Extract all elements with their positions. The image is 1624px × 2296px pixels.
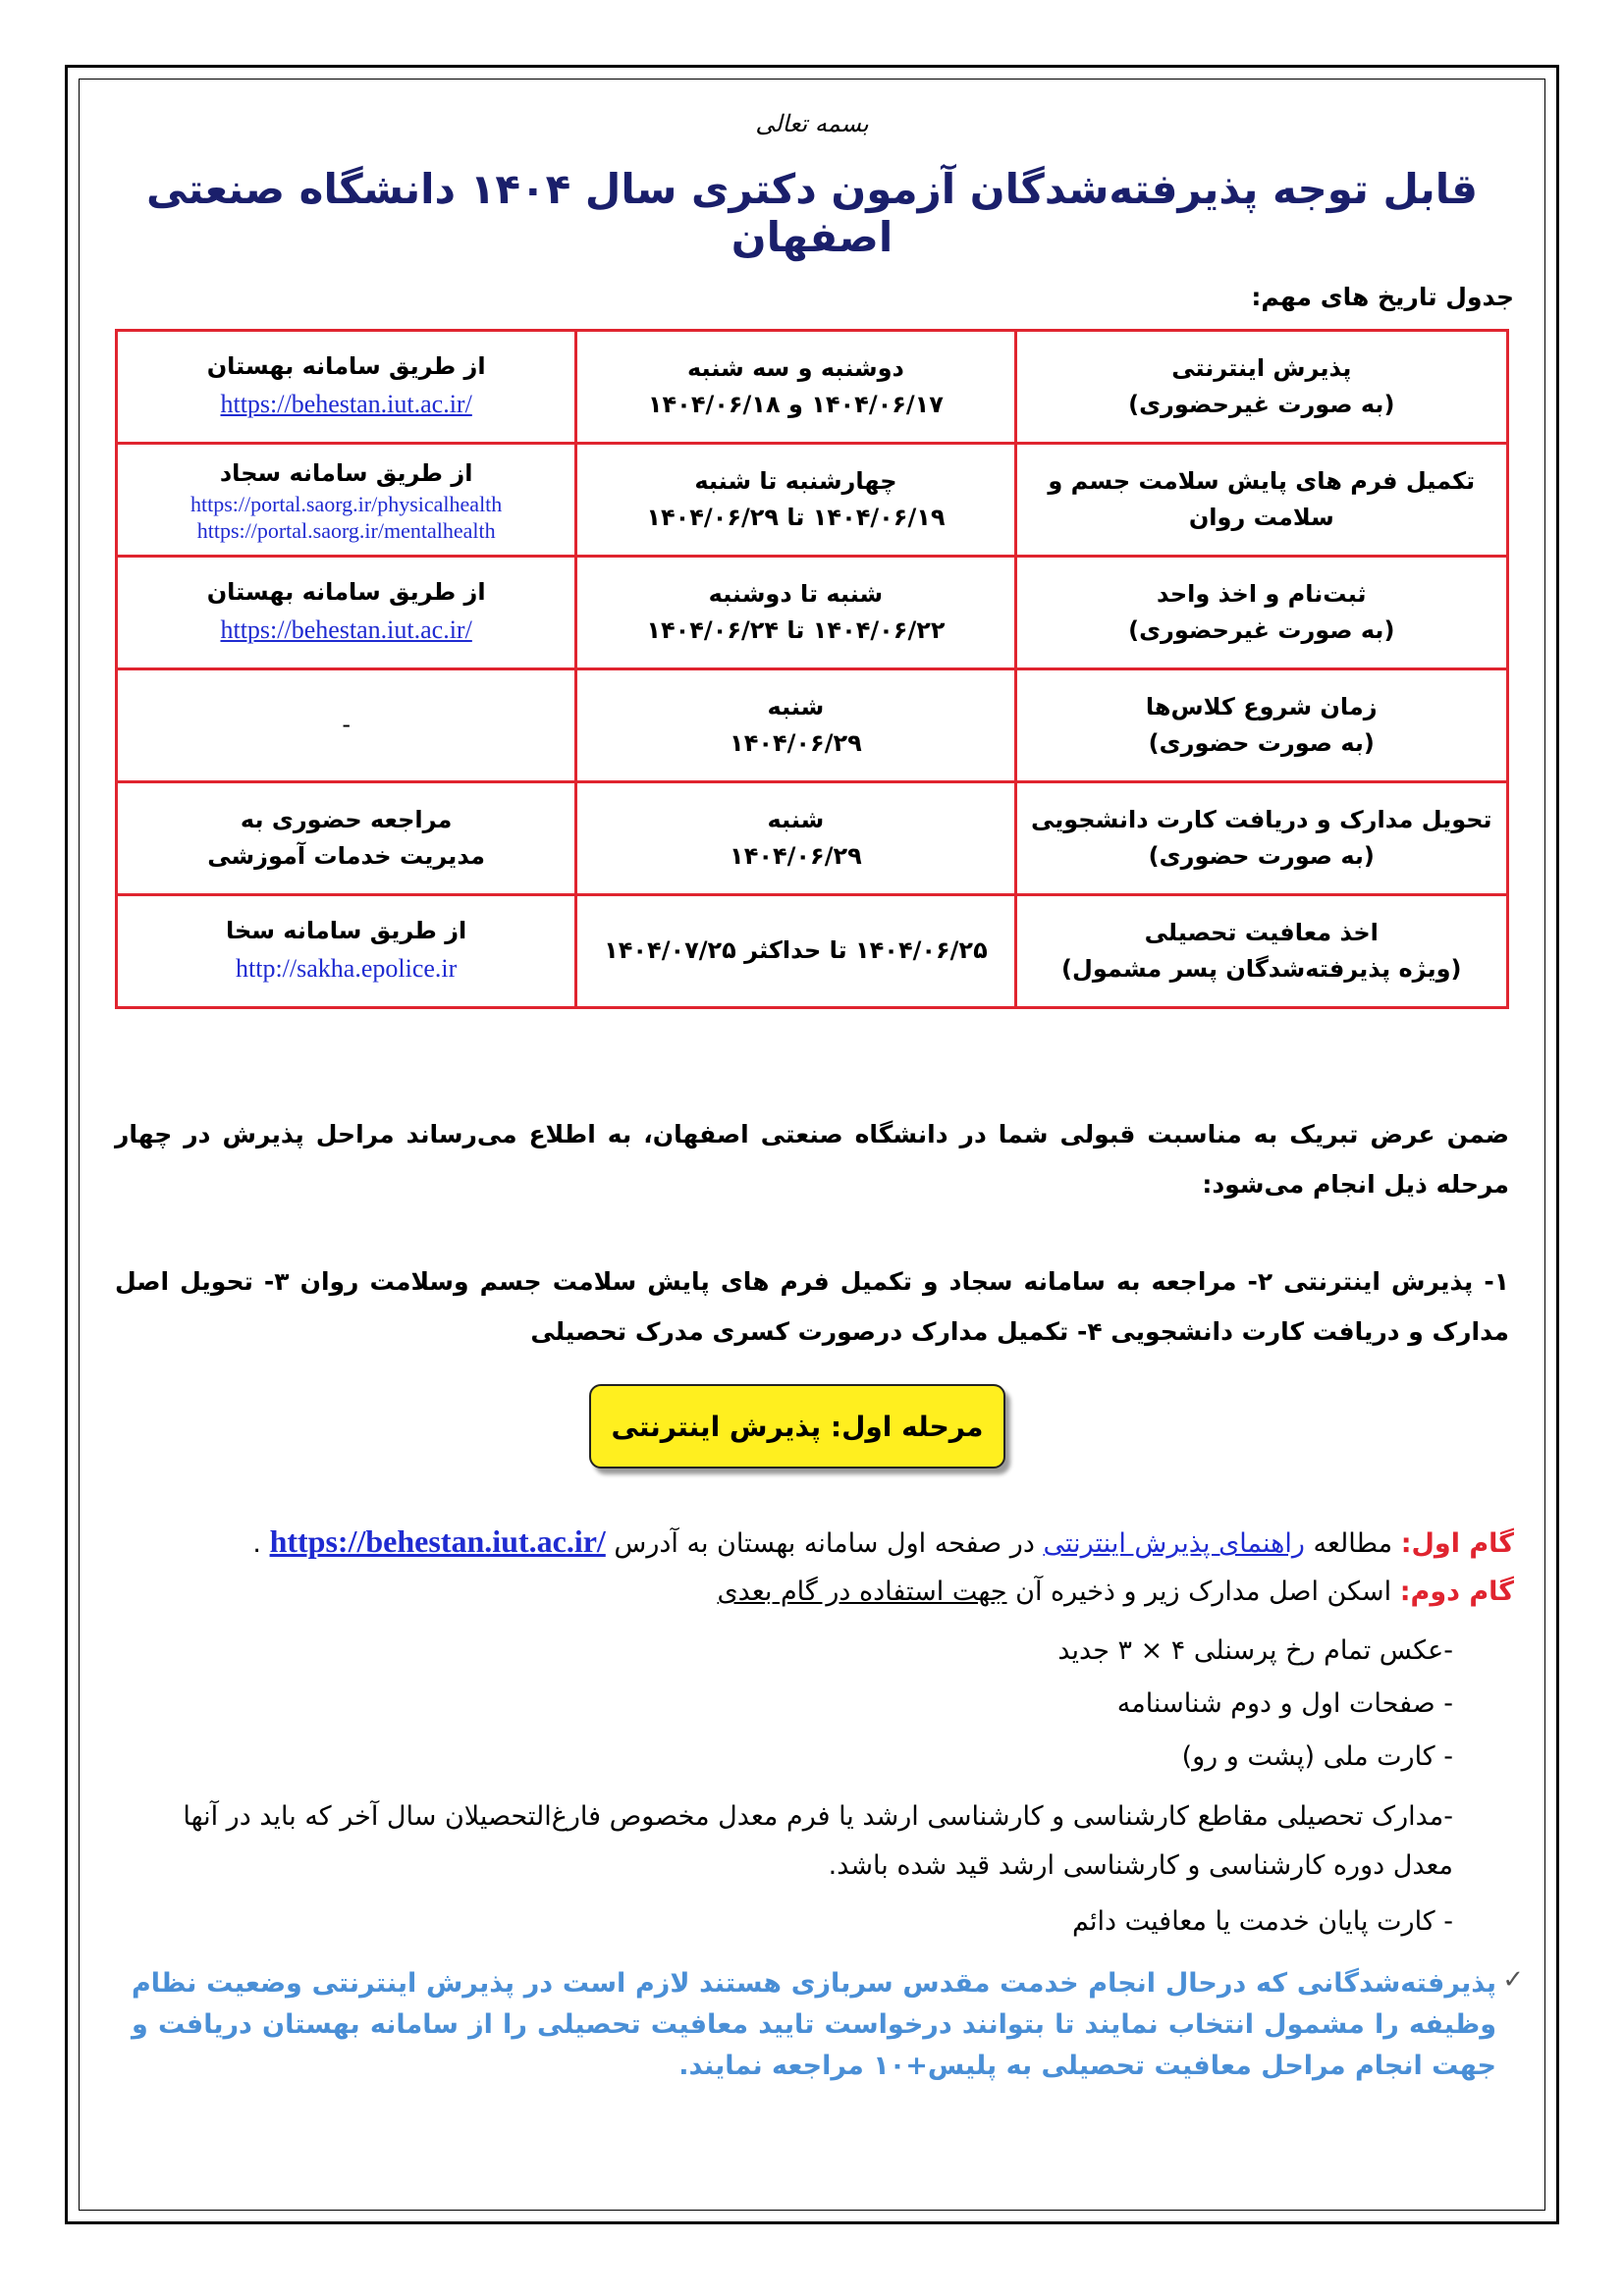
sakha-link[interactable]: http://sakha.epolice.ir: [236, 954, 458, 984]
step-one-label: گام اول:: [1400, 1528, 1514, 1559]
row-title-cell: [1015, 331, 1507, 444]
admission-guide-link[interactable]: راهنمای پذیرش اینترنتی: [1043, 1528, 1305, 1559]
row-days: شنبه: [767, 692, 825, 721]
mental-health-link[interactable]: https://portal.saorg.ir/mentalhealth: [196, 517, 496, 543]
list-item: -مدارک تحصیلی مقاطع کارشناسی و کارشناسی ارشد یا فرم معدل مخصوص فارغ‌التحصیلان سال آخر که باید در آنها معدل دوره کارشناسی و کارشناسی ارشد قید شده باشد.: [183, 1801, 1453, 1881]
row-dates: ۱۴۰۴/۰۶/۱۹ تا ۱۴۰۴/۰۶/۲۹: [646, 504, 946, 531]
row-title-cell: [1015, 669, 1507, 782]
table-caption: جدول تاریخ های مهم:: [1251, 283, 1514, 311]
step-one-text: مطالعه: [1304, 1528, 1401, 1559]
step-two-underlined: جهت استفاده در گام بعدی: [717, 1576, 1007, 1607]
table-row: [117, 782, 1508, 895]
row-days: چهارشنبه تا شنبه: [694, 466, 897, 495]
row-title: تحویل مدارک و دریافت کارت دانشجویی: [1030, 805, 1492, 833]
row-days: دوشنبه و سه شنبه: [686, 353, 904, 382]
step-two: [115, 1575, 1514, 1609]
behestan-link[interactable]: https://behestan.iut.ac.ir/: [220, 615, 472, 645]
row-via: از طریق سامانه بهستان: [206, 578, 486, 607]
row-via: -: [342, 711, 351, 739]
row-title: اخذ معافیت تحصیلی: [1144, 918, 1379, 946]
row-dates: ۱۴۰۴/۰۶/۲۲ تا ۱۴۰۴/۰۶/۲۴: [646, 616, 946, 644]
step-two-text: اسکن اصل مدارک زیر و ذخیره آن: [1006, 1576, 1400, 1607]
table-row: [117, 557, 1508, 669]
page-title: قابل توجه پذیرفته‌شدگان آزمون دکتری سال ۱۴۰۴ دانشگاه صنعتی اصفهان: [145, 165, 1479, 261]
row-via-cell: [117, 444, 576, 557]
intro-paragraph: ضمن عرض تبریک به مناسبت قبولی شما در دانشگاه صنعتی اصفهان، به اطلاع می‌رساند مراحل پذیرش در چهار مرحله ذیل انجام می‌شود:: [115, 1120, 1509, 1200]
row-title: ثبت‌نام و اخذ واحد: [1157, 579, 1367, 608]
step-two-label: گام دوم:: [1399, 1576, 1514, 1607]
row-via: از طریق سامانه سجاد: [219, 459, 473, 488]
row-subtitle: سلامت روان: [1188, 504, 1334, 531]
row-dates: ۱۴۰۴/۰۶/۲۵ تا حداکثر ۱۴۰۴/۰۷/۲۵: [604, 936, 988, 965]
row-title-cell: [1015, 895, 1507, 1008]
important-dates-table: [115, 329, 1509, 1009]
row-subtitle: (به صورت غیرحضوری): [1128, 616, 1395, 644]
row-title-cell: [1015, 444, 1507, 557]
step-one-end: .: [252, 1528, 270, 1559]
table-row: [117, 669, 1508, 782]
row-dates: ۱۴۰۴/۰۶/۱۷ و ۱۴۰۴/۰۶/۱۸: [647, 391, 944, 418]
row-date-cell: [576, 444, 1015, 557]
military-service-note: پذیرفته‌شدگانی که درحال انجام خدمت مقدس سربازی هستند لازم است در پذیرش اینترنتی وضعیت نظام وظیفه را مشمول انتخاب نمایند تا بتوانند درخواست تایید معافیت تحصیلی را از سامانه بهستان دریافت و جهت انجام مراحل معافیت تحصیلی به پلیس+۱۰ مراجعه نمایند.: [132, 1968, 1496, 2081]
step-one: [115, 1522, 1514, 1563]
table-row: [117, 331, 1508, 444]
stage-one-button[interactable]: مرحله اول: پذیرش اینترنتی: [589, 1384, 1005, 1468]
list-item: - کارت پایان خدمت یا معافیت دائم: [1072, 1906, 1453, 1937]
stages-paragraph: ۱- پذیرش اینترنتی ۲- مراجعه به سامانه سجاد و تکمیل فرم های پایش سلامت جسم وسلامت روان ۳- تحویل اصل مدارک و دریافت کارت دانشجویی ۴- تکمیل مدارک درصورت کسری مدرک تحصیلی: [115, 1267, 1509, 1347]
checkmark-icon: ✓: [1502, 1965, 1524, 1995]
row-date-cell: [576, 557, 1015, 669]
row-subtitle: (به صورت حضوری): [1148, 729, 1375, 757]
row-title: پذیرش اینترنتی: [1171, 353, 1352, 382]
row-dates: ۱۴۰۴/۰۶/۲۹: [730, 842, 862, 870]
basmala: بسمه تعالی: [755, 110, 869, 137]
list-item: - صفحات اول و دوم شناسنامه: [1116, 1688, 1453, 1719]
table-row: [117, 444, 1508, 557]
row-via: مراجعه حضوری به: [240, 805, 453, 833]
row-title: تکمیل فرم های پایش سلامت جسم و: [1048, 466, 1476, 495]
list-item: -عکس تمام رخ پرسنلی ۴ × ۳ جدید: [1057, 1635, 1453, 1666]
row-subtitle: (به صورت غیرحضوری): [1128, 391, 1395, 418]
row-dates: ۱۴۰۴/۰۶/۲۹: [730, 729, 862, 757]
row-title-cell: [1015, 557, 1507, 669]
row-subtitle: (ویژه پذیرفته‌شدگان پسر مشمول): [1061, 955, 1462, 983]
row-via-cell: [117, 782, 576, 895]
behestan-address-link[interactable]: https://behestan.iut.ac.ir/: [269, 1523, 606, 1559]
row-title: زمان شروع کلاس‌ها: [1145, 692, 1378, 721]
behestan-link[interactable]: https://behestan.iut.ac.ir/: [220, 390, 472, 419]
row-via: از طریق سامانه سخا: [226, 917, 467, 945]
row-via-cell: [117, 669, 576, 782]
table-row: [117, 895, 1508, 1008]
row-via-office: مدیریت خدمات آموزشی: [207, 842, 486, 870]
row-date-cell: [576, 331, 1015, 444]
row-via-cell: [117, 331, 576, 444]
row-via-cell: [117, 557, 576, 669]
row-subtitle: (به صورت حضوری): [1148, 842, 1375, 870]
row-via-cell: [117, 895, 576, 1008]
physical-health-link[interactable]: https://portal.saorg.ir/physicalhealth: [189, 492, 503, 517]
row-title-cell: [1015, 782, 1507, 895]
list-item: - کارت ملی (پشت و رو): [1181, 1741, 1453, 1772]
row-date-cell: [576, 669, 1015, 782]
row-date-cell: [576, 782, 1015, 895]
row-days: شنبه تا دوشنبه: [708, 579, 884, 608]
row-days: شنبه: [767, 805, 825, 833]
step-one-text-mid: در صفحه اول سامانه بهستان به آدرس: [605, 1528, 1044, 1559]
row-date-cell: [576, 895, 1015, 1008]
row-via: از طریق سامانه بهستان: [206, 352, 486, 381]
